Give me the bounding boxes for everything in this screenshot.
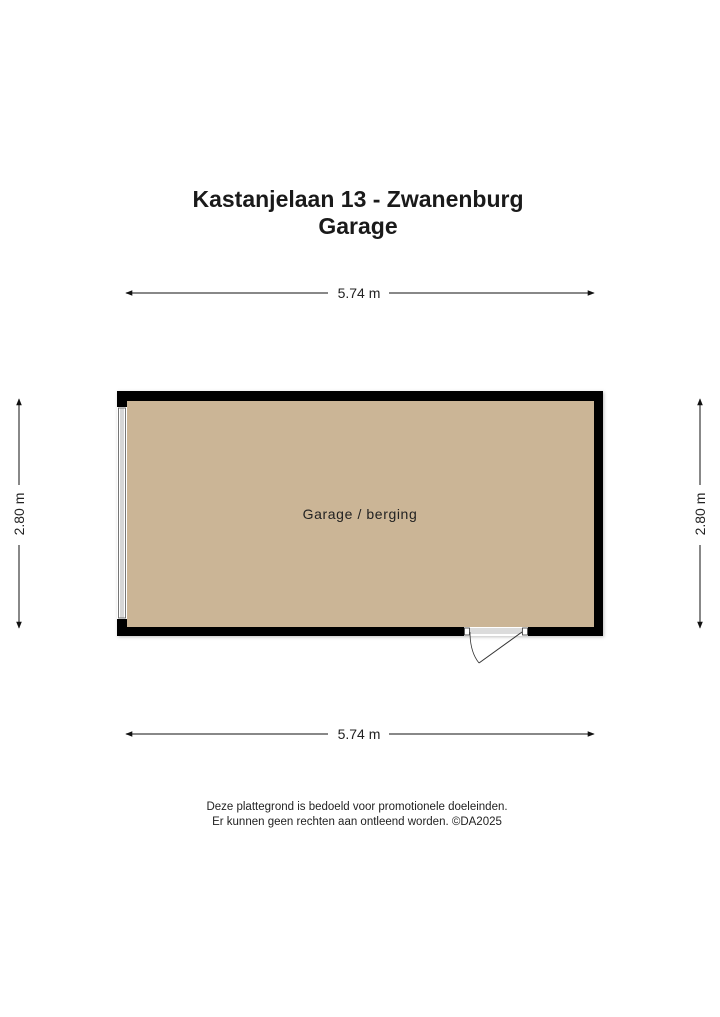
left-dimension <box>11 399 27 628</box>
right-dimension-label: 2.80 m <box>692 492 708 536</box>
window <box>117 407 127 619</box>
top-dimension-label: 5.74 m <box>337 285 381 301</box>
door-leaf <box>479 632 522 663</box>
disclaimer-line-1: Deze plattegrond is bedoeld voor promotionele doeleinden. <box>206 801 508 813</box>
door-swing-arc <box>470 632 479 663</box>
right-dimension <box>692 399 708 628</box>
bottom-dimension-label: 5.74 m <box>337 726 381 742</box>
door <box>464 627 528 663</box>
top-dimension <box>126 285 594 301</box>
left-dimension-label: 2.80 m <box>11 492 27 536</box>
disclaimer-line-2: Er kunnen geen rechten aan ontleend worden. ©DA2025 <box>212 816 502 828</box>
room-label: Garage / berging <box>302 506 418 522</box>
plan-subtitle: Garage <box>318 213 398 239</box>
plan-title: Kastanjelaan 13 - Zwanenburg <box>192 186 524 212</box>
bottom-dimension <box>126 726 594 742</box>
